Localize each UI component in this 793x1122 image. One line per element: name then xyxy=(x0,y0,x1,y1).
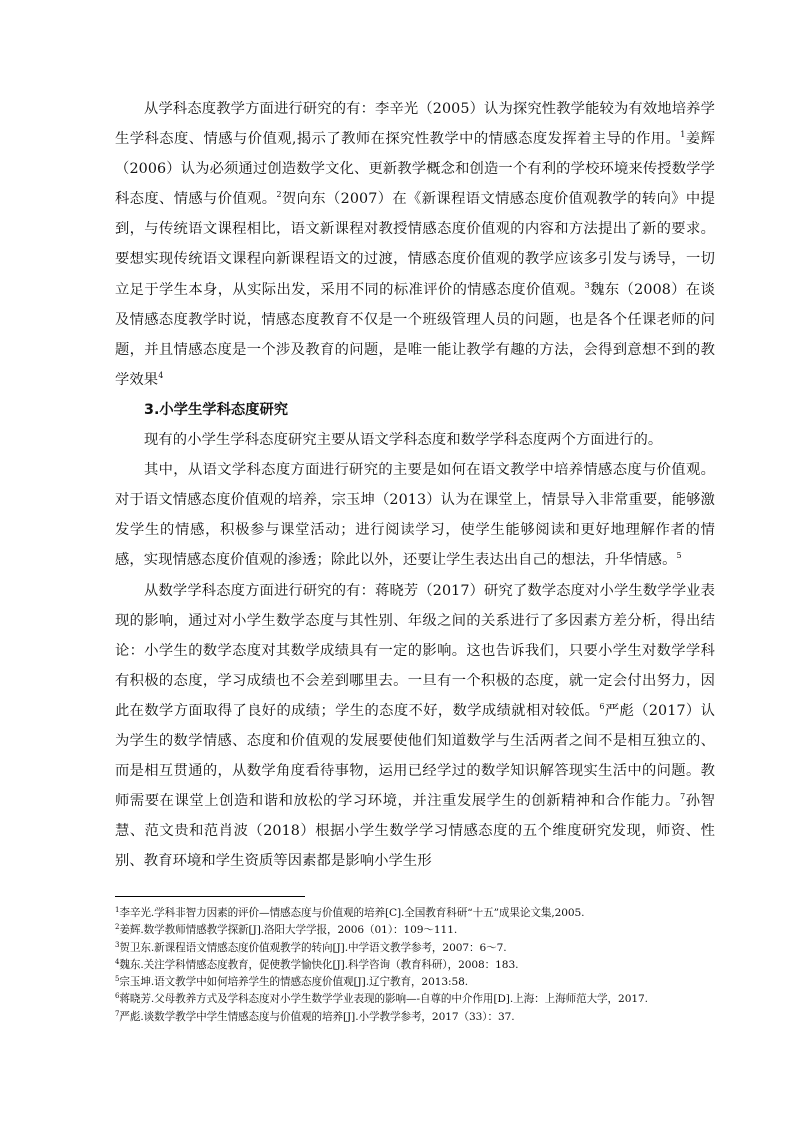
footnote: $^6$蒋晓芳.父母教养方式及学科态度对小学生数学学业表现的影响—-自尊的中介作用[D].上海：上海师范大学，2017. xyxy=(115,992,648,1006)
footnote-ref-3[interactable]: 3 xyxy=(584,280,590,290)
paragraph-3: 其中，从语文学科态度方面进行研究的主要是如何在语文教学中培养情感态度与价值观。对于语文情感态度价值观的培养，宗玉坤（2013）认为在课堂上，情景导入非常重要，能够激发学生的情感，积极参与课堂活动；进行阅读学习，使学生能够阅读和更好地理解作者的情感，实现情感态度价值观的渗透；除此以外，还要让学生表达出自己的想法，升华情感。$^5$ xyxy=(115,462,715,569)
footnote: $^7$严彪.谈数学教学中学生情感态度与价值观的培养[J].小学教学参考，2017（33）：37. xyxy=(115,1009,515,1023)
footnotes xyxy=(115,905,725,1026)
footnote: $^2$姜辉.数学教师情感教学探新[J].洛阳大学学报，2006（01）：109～111. xyxy=(115,923,458,937)
footnote-ref-6[interactable]: 6 xyxy=(599,701,605,711)
paragraph-4: 从数学学科态度方面进行研究的有：蒋晓芳（2017）研究了数学态度对小学生数学学业表现的影响，通过对小学生数学态度与其性别、年级之间的关系进行了多因素方差分析，得出结论：小学生的数学态度对其数学成绩具有一定的影响。这也告诉我们，只要小学生对数学学科有积极的态度，学习成绩也不会差到哪里去。一旦有一个积极的态度，就一定会付出努力，因此在数学方面取得了良好的成绩；学生的态度不好，数学成绩就相对较低。$^6$严彪（2017）认为学生的数学情感、态度和价值观的发展要使他们知道数学与生活两者之间不是相互独立的、而是相互贯通的，从数学角度看待事物，运用已经学过的数学知识解答现实生活中的问题。教师需要在课堂上创造和谐和放松的学习环境，并注重发展学生的创新精神和合作能力。$^7$孙智慧、范文贵和范肖波（2018）根据小学生数学学习情感态度的五个维度研究发现，师资、性别、教育环境和学生资质等因素都是影响小学生形 xyxy=(115,582,716,870)
paragraph-1: 从学科态度教学方面进行研究的有：李辛光（2005）认为探究性教学能较为有效地培养学生学科态度、情感与价值观,揭示了教师在探究性教学中的情感态度发挥着主导的作用。$^1$姜辉（2006）认为必须通过创造数学文化、更新教学概念和创造一个有利的学校环境来传授数学学科态度、情感与价值观。$^2$贺向东（2007）在《新课程语文情感态度价值观教学的转向》中提到，与传统语文课程相比，语文新课程对教授情感态度价值观的内容和方法提出了新的要求。要想实现传统语文课程向新课程语文的过渡，情感态度价值观的教学应该多引发与诱导，一切立足于学生本身，从实际出发，采用不同的标准评价的情感态度价值观。$^3$魏东（2008）在谈及情感态度教学时说，情感态度教育不仅是一个班级管理人员的问题，也是各个任课老师的问题，并且情感态度是一个涉及教育的问题，是唯一能让教学有趣的方法，会得到意想不到的教学效果$^4$ xyxy=(115,101,716,388)
footnote-ref-7[interactable]: 7 xyxy=(680,792,686,802)
footnote-divider xyxy=(115,896,305,897)
footnote-ref-4[interactable]: 4 xyxy=(158,370,164,380)
footnote-ref-1[interactable]: 1 xyxy=(680,130,686,140)
footnote: $^5$宗玉坤.语文教学中如何培养学生的情感态度价值观[J].辽宁教育，2013:58. xyxy=(115,975,469,989)
footnote: $^3$贺卫东.新课程语文情感态度价值观教学的转向[J].中学语文教学参考，2007：6～7. xyxy=(115,940,507,954)
paragraph-2: 现有的小学生学科态度研究主要从语文学科态度和数学学科态度两个方面进行的。 xyxy=(144,432,663,449)
section-heading: 3.小学生学科态度研究 xyxy=(144,401,289,418)
footnote: $^4$魏东.关注学科情感态度教育，促使教学愉快化[J].科学咨询（教育科研），2008：183. xyxy=(115,957,519,971)
footnote-ref-5[interactable]: 5 xyxy=(676,551,682,561)
footnote-ref-2[interactable]: 2 xyxy=(276,190,282,200)
main-text xyxy=(115,94,715,876)
footnote: $^1$李辛光.学科非智力因素的评价—情感态度与价值观的培养[C].全国教育科研“十五”成果论文集,2005. xyxy=(115,906,585,919)
